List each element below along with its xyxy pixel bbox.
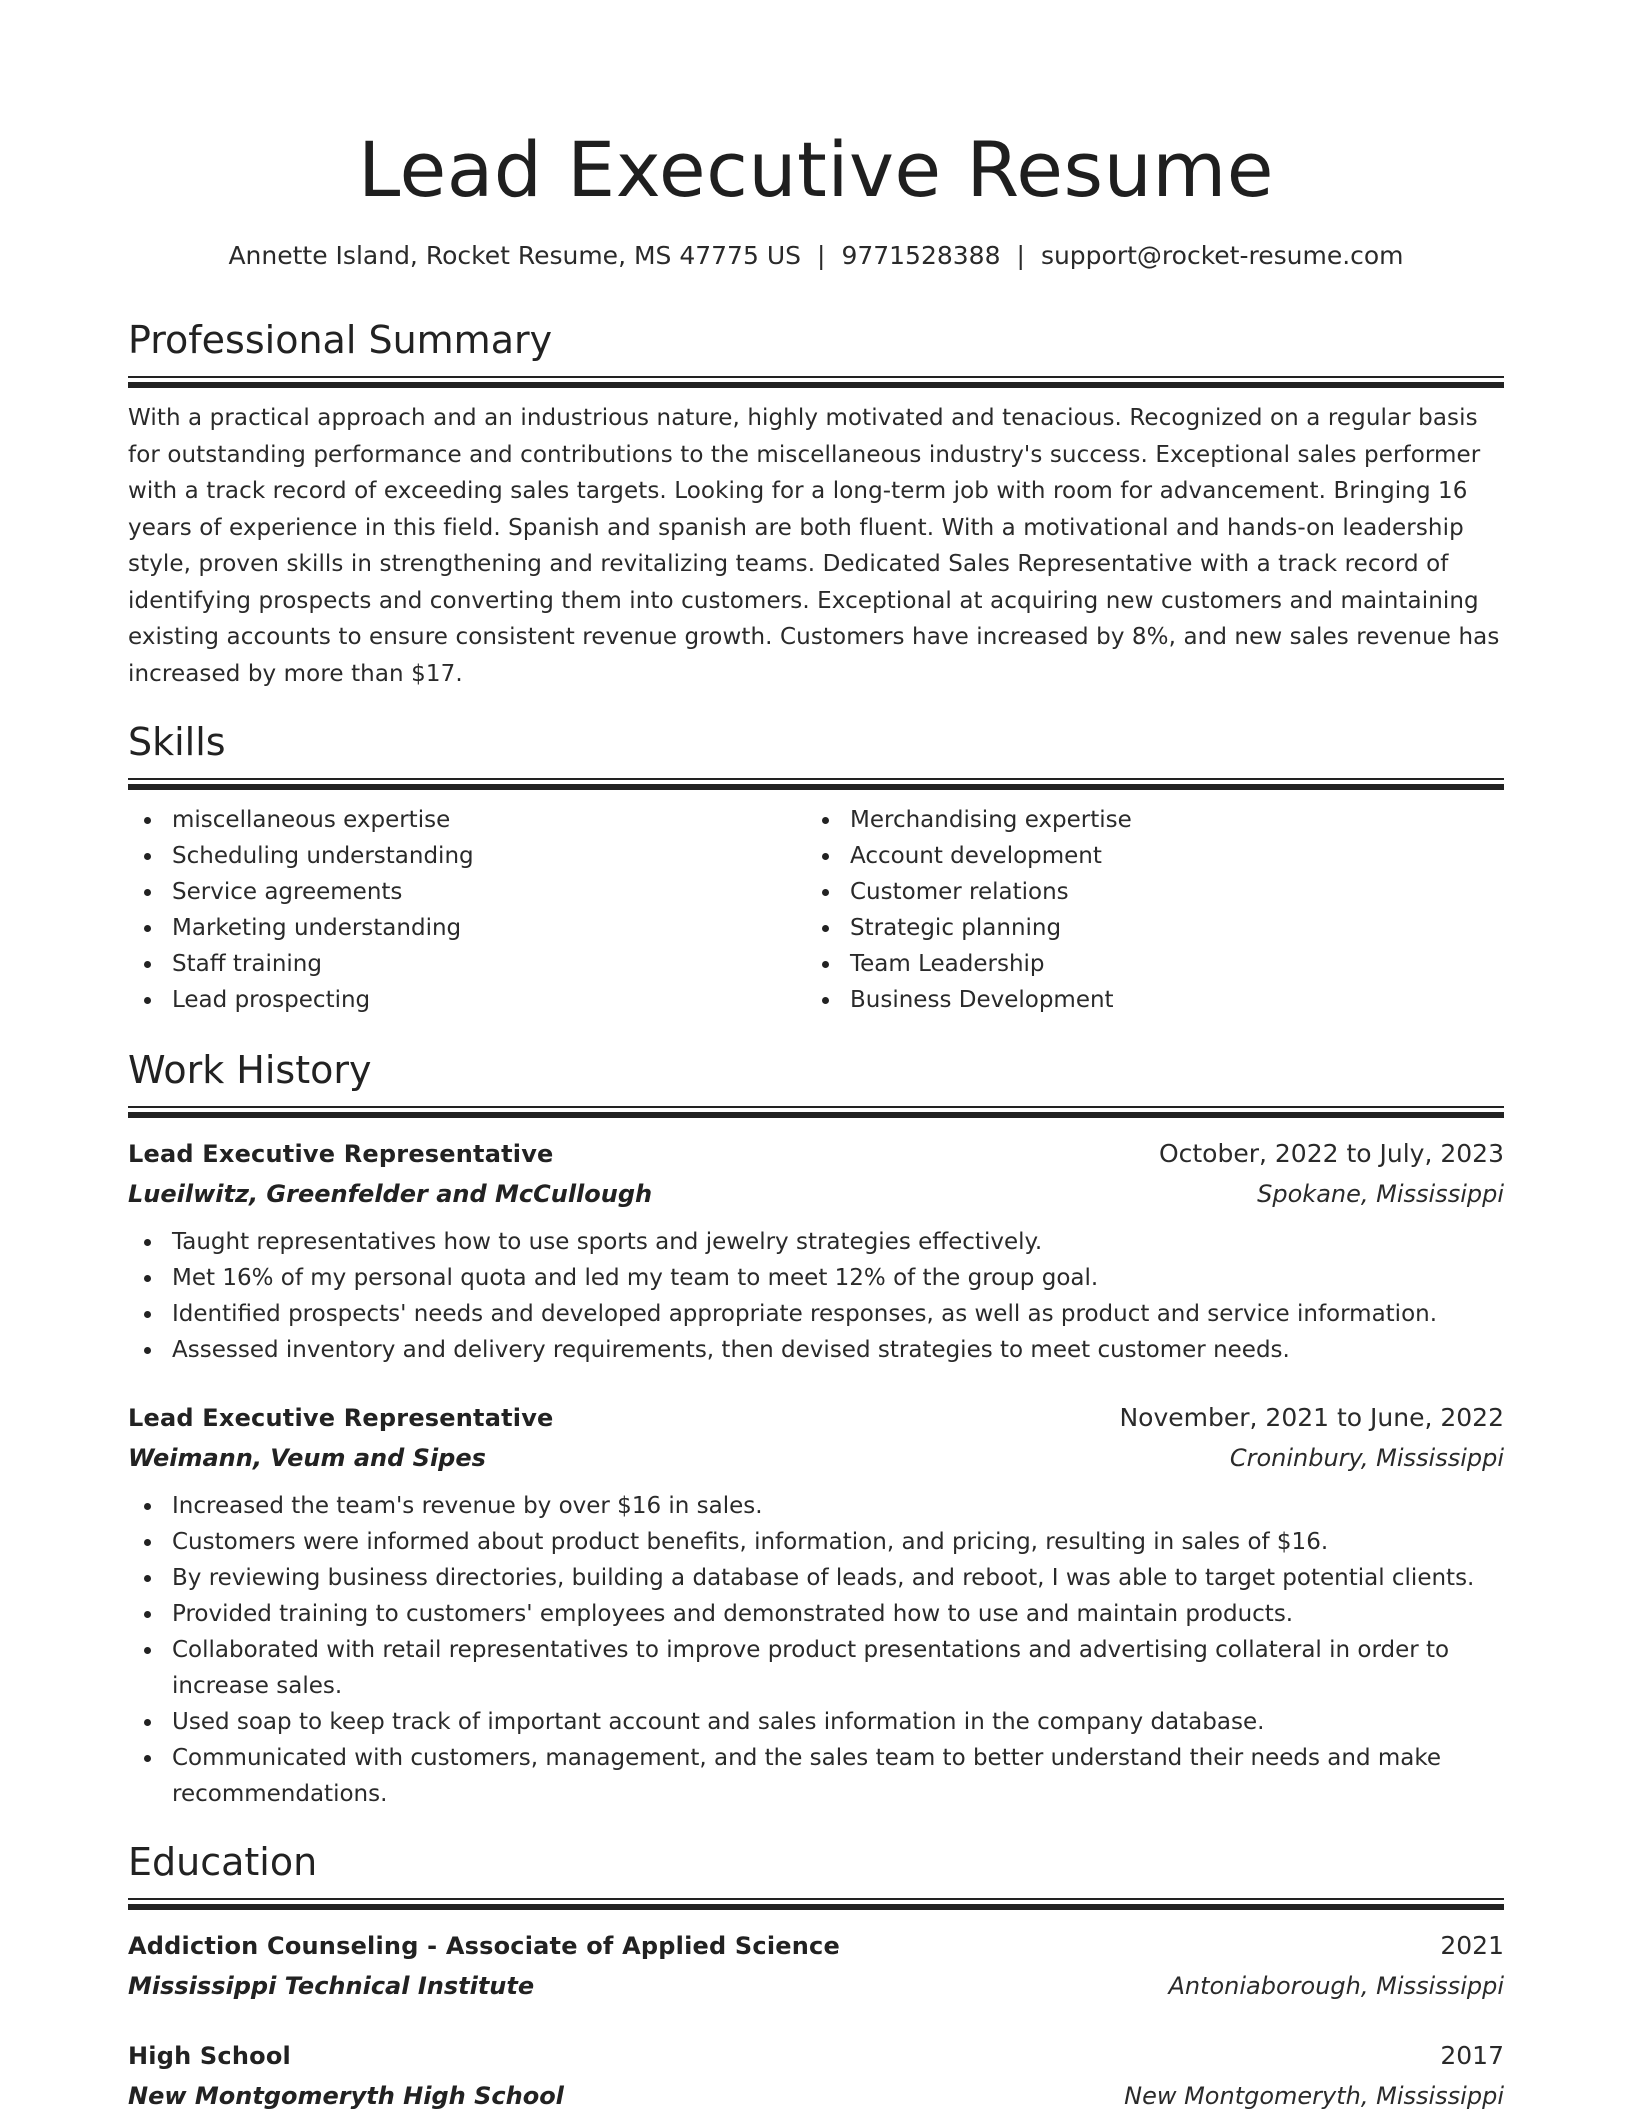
- job-bullets: [128, 1488, 1504, 1812]
- section-title-summary: Professional Summary: [128, 318, 553, 362]
- job-bullet: Provided training to customers' employees and demonstrated how to use and maintain products.: [128, 1596, 1504, 1632]
- education-header-row: [128, 1926, 1504, 1966]
- job-header-row: [128, 1134, 1504, 1174]
- skill-item: Account development: [806, 838, 1484, 874]
- job-entry: [128, 1398, 1504, 1812]
- skills-section: [128, 718, 1504, 1018]
- education-degree: Addiction Counseling - Associate of Applied Science: [128, 1932, 840, 1960]
- job-bullet: Used soap to keep track of important account and sales information in the company database.: [128, 1704, 1504, 1740]
- skill-item: Team Leadership: [806, 946, 1484, 982]
- education-year: 2021: [1440, 1931, 1504, 1960]
- skill-item: Business Development: [806, 982, 1484, 1018]
- job-bullet: Collaborated with retail representatives to improve product presentations and advertising collateral in order to increase sales.: [128, 1632, 1504, 1704]
- job-entry: [128, 1134, 1504, 1368]
- section-divider: [128, 376, 1504, 388]
- education-school-row: [128, 2076, 1504, 2116]
- job-bullet: Customers were informed about product benefits, information, and pricing, resulting in sales of $16.: [128, 1524, 1504, 1560]
- job-company-row: [128, 1438, 1504, 1478]
- skill-item: Strategic planning: [806, 910, 1484, 946]
- job-company-row: [128, 1174, 1504, 1214]
- contact-email: support@rocket-resume.com: [1040, 241, 1404, 270]
- section-divider: [128, 1106, 1504, 1118]
- job-header-row: [128, 1398, 1504, 1438]
- job-location: Croninbury, Mississippi: [1229, 1444, 1504, 1472]
- resume-title: Lead Executive Resume: [357, 125, 1275, 214]
- section-divider: [128, 1898, 1504, 1910]
- contact-separator: |: [817, 241, 826, 270]
- job-company: Weimann, Veum and Sipes: [128, 1444, 486, 1472]
- education-section: [128, 1838, 1504, 2116]
- skill-item: Scheduling understanding: [128, 838, 806, 874]
- education-header-row: [128, 2036, 1504, 2076]
- job-company: Lueilwitz, Greenfelder and McCullough: [128, 1180, 653, 1208]
- job-bullet: Increased the team's revenue by over $16 in sales.: [128, 1488, 1504, 1524]
- job-bullet: Communicated with customers, management, and the sales team to better understand their needs and make recommendations.: [128, 1740, 1504, 1812]
- education-school: Mississippi Technical Institute: [128, 1972, 535, 2000]
- education-school-row: [128, 1966, 1504, 2006]
- section-title-skills: Skills: [128, 720, 226, 764]
- contact-line: [128, 240, 1504, 272]
- education-location: New Montgomeryth, Mississippi: [1124, 2082, 1504, 2110]
- skill-item: Customer relations: [806, 874, 1484, 910]
- work-history-section: [128, 1046, 1504, 1812]
- skill-item: miscellaneous expertise: [128, 802, 806, 838]
- job-bullet: Assessed inventory and delivery requirements, then devised strategies to meet customer needs.: [128, 1332, 1504, 1368]
- skill-item: Staff training: [128, 946, 806, 982]
- job-dates: October, 2022 to July, 2023: [1158, 1139, 1504, 1168]
- skill-item: Lead prospecting: [128, 982, 806, 1018]
- job-bullet: Met 16% of my personal quota and led my team to meet 12% of the group goal.: [128, 1260, 1504, 1296]
- skills-list-left: [128, 802, 806, 1018]
- contact-phone: 9771528388: [841, 241, 1001, 270]
- section-title-education: Education: [128, 1840, 318, 1884]
- job-bullet: Identified prospects' needs and developed appropriate responses, as well as product and service information.: [128, 1296, 1504, 1332]
- section-title-work: Work History: [128, 1048, 372, 1092]
- skill-item: Service agreements: [128, 874, 806, 910]
- job-dates: November, 2021 to June, 2022: [1119, 1403, 1504, 1432]
- education-year: 2017: [1440, 2041, 1504, 2070]
- summary-text: With a practical approach and an industrious nature, highly motivated and tenacious. Recognized on a regular basis for outstanding performance and contributions to the miscellaneous industry's success. Exceptional sales performer with a track record of exceeding sales targets. Looking for a long-term job with room for advancement. Bringing 16 years of experience in this field. Spanish and spanish are both fluent. With a motivational and hands-on leadership style, proven skills in strengthening and revitalizing teams. Dedicated Sales Representative with a track record of identifying prospects and converting them into customers. Exceptional at acquiring new customers and maintaining existing accounts to ensure consistent revenue growth. Customers have increased by 8%, and new sales revenue has increased by more than $17.: [128, 405, 1500, 687]
- skill-item: Merchandising expertise: [806, 802, 1484, 838]
- job-title: Lead Executive Representative: [128, 1140, 554, 1168]
- contact-separator: |: [1016, 241, 1025, 270]
- contact-address: Annette Island, Rocket Resume, MS 47775 US: [228, 241, 801, 270]
- skills-list-right: [806, 802, 1484, 1018]
- job-bullets: [128, 1224, 1504, 1368]
- education-school: New Montgomeryth High School: [128, 2082, 564, 2110]
- job-location: Spokane, Mississippi: [1257, 1180, 1504, 1208]
- education-location: Antoniaborough, Mississippi: [1168, 1972, 1504, 2000]
- skill-item: Marketing understanding: [128, 910, 806, 946]
- job-bullet: By reviewing business directories, building a database of leads, and reboot, I was able to target potential clients.: [128, 1560, 1504, 1596]
- skills-columns: [128, 802, 1504, 1018]
- summary-section: [128, 316, 1504, 692]
- job-title: Lead Executive Representative: [128, 1404, 554, 1432]
- education-entry: [128, 1926, 1504, 2006]
- education-entry: [128, 2036, 1504, 2116]
- section-divider: [128, 778, 1504, 790]
- job-bullet: Taught representatives how to use sports and jewelry strategies effectively.: [128, 1224, 1504, 1260]
- education-degree: High School: [128, 2042, 291, 2070]
